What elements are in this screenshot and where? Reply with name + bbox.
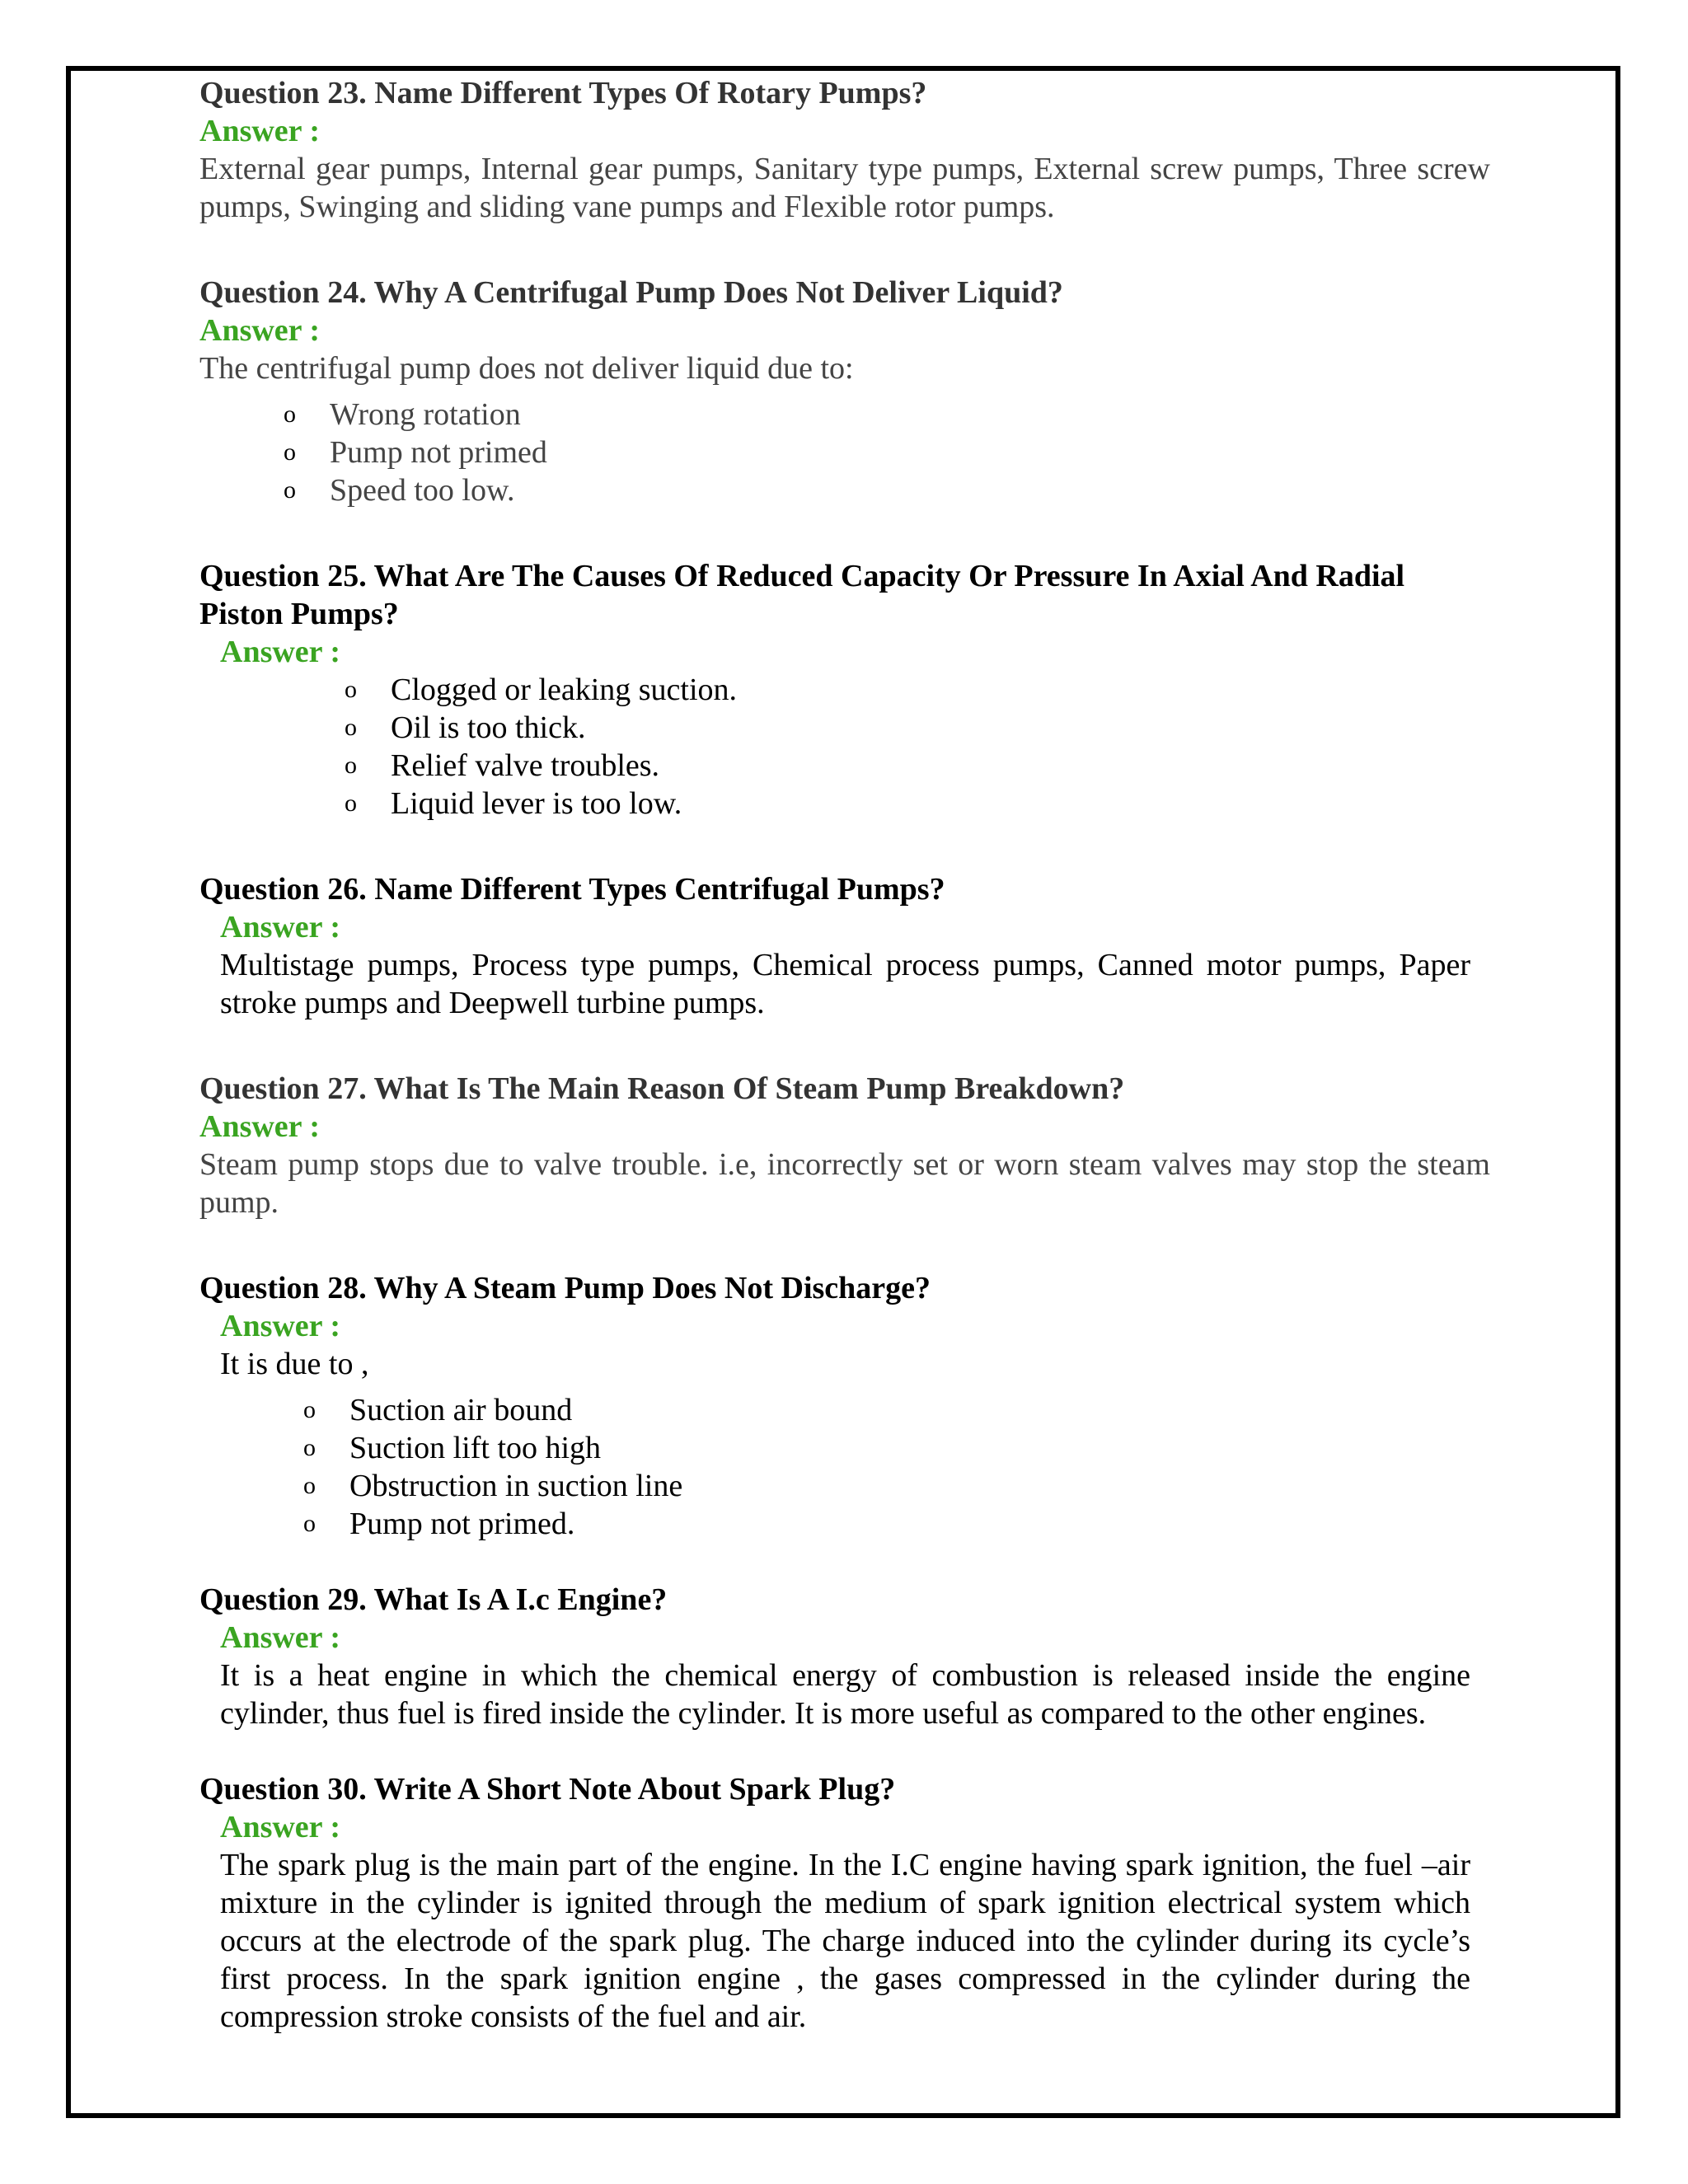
answer-label-27: Answer :: [199, 1109, 321, 1144]
bullet-list-28: [199, 1391, 1490, 1543]
qa-30: [199, 1770, 1490, 2036]
answer-text-28: It is due to ,: [220, 1347, 369, 1381]
document-content: [199, 74, 1490, 2036]
list-item: o Obstruction in suction line: [303, 1469, 683, 1503]
qa-29: [199, 1581, 1490, 1732]
answer-label-26: Answer :: [220, 910, 341, 944]
answer-text-24: The centrifugal pump does not deliver liquid due to:: [199, 351, 854, 386]
bullet-mark: o: [303, 1434, 316, 1461]
bullet-mark: o: [303, 1396, 316, 1423]
answer-label-30: Answer :: [220, 1810, 341, 1844]
bullet-mark: o: [345, 714, 357, 741]
qa-27: [199, 1070, 1490, 1221]
answer-label-24: Answer :: [199, 313, 321, 348]
question-28: Question 28. Why A Steam Pump Does Not Discharge?: [199, 1271, 931, 1305]
list-item: o Pump not primed.: [303, 1507, 575, 1541]
bullet-list-25: [199, 671, 1490, 823]
answer-text-26: Multistage pumps, Process type pumps, Chemical process pumps, Canned motor pumps, Paper stroke pumps and Deepwell turbine pumps.: [220, 948, 1470, 1020]
qa-26: [199, 870, 1490, 1022]
qa-23: [199, 74, 1490, 226]
bullet-mark: o: [303, 1510, 316, 1537]
answer-text-30: The spark plug is the main part of the engine. In the I.C engine having spark ignition, the fuel –air mixture in the cylinder is ignited through the medium of spark ignition electrical system which occurs at the electrode of the spark plug. The charge induced into the cylinder during its cycle’s first process. In the spark ignition engine , the gases compressed in the cylinder during the compression stroke consists of the fuel and air.: [220, 1848, 1470, 2034]
question-23: Question 23. Name Different Types Of Rotary Pumps?: [199, 76, 927, 110]
list-item: o Oil is too thick.: [345, 710, 586, 745]
bullet-mark: o: [345, 790, 357, 817]
question-24: Question 24. Why A Centrifugal Pump Does Not Deliver Liquid?: [199, 275, 1063, 310]
bullet-mark: o: [345, 752, 357, 779]
question-30: Question 30. Write A Short Note About Spark Plug?: [199, 1772, 896, 1807]
bullet-mark: o: [284, 476, 296, 504]
bullet-list-24: [199, 396, 1490, 509]
qa-24: [199, 274, 1490, 509]
answer-text-29: It is a heat engine in which the chemical energy of combustion is released inside the engine cylinder, thus fuel is fired inside the cylinder. It is more useful as compared to the other engines.: [220, 1658, 1470, 1731]
bullet-mark: o: [303, 1472, 316, 1499]
answer-text-23: External gear pumps, Internal gear pumps, Sanitary type pumps, External screw pumps, Three screw pumps, Swinging and sliding vane pumps and Flexible rotor pumps.: [199, 152, 1490, 224]
question-26: Question 26. Name Different Types Centrifugal Pumps?: [199, 872, 945, 907]
qa-25: [199, 557, 1490, 823]
list-item: o Suction lift too high: [303, 1431, 602, 1465]
bullet-mark: o: [284, 401, 296, 428]
bullet-mark: o: [284, 438, 296, 466]
list-item: o Relief valve troubles.: [345, 748, 660, 783]
question-27: Question 27. What Is The Main Reason Of Steam Pump Breakdown?: [199, 1071, 1125, 1106]
answer-label-23: Answer :: [199, 114, 321, 148]
answer-label-28: Answer :: [220, 1309, 341, 1343]
question-29: Question 29. What Is A I.c Engine?: [199, 1582, 668, 1617]
list-item: o Wrong rotation: [284, 397, 521, 432]
answer-text-27: Steam pump stops due to valve trouble. i.e, incorrectly set or worn steam valves may stop the steam pump.: [199, 1147, 1490, 1220]
list-item: o Clogged or leaking suction.: [345, 673, 738, 707]
list-item: o Liquid lever is too low.: [345, 786, 682, 821]
list-item: o Speed too low.: [284, 473, 515, 508]
question-25: Question 25. What Are The Causes Of Reduced Capacity Or Pressure In Axial And Radial Piston Pumps?: [199, 559, 1405, 631]
list-item: o Pump not primed: [284, 435, 547, 470]
qa-28: [199, 1269, 1490, 1543]
answer-label-29: Answer :: [220, 1620, 341, 1655]
bullet-mark: o: [345, 676, 357, 703]
list-item: o Suction air bound: [303, 1393, 573, 1427]
answer-label-25: Answer :: [220, 635, 341, 669]
